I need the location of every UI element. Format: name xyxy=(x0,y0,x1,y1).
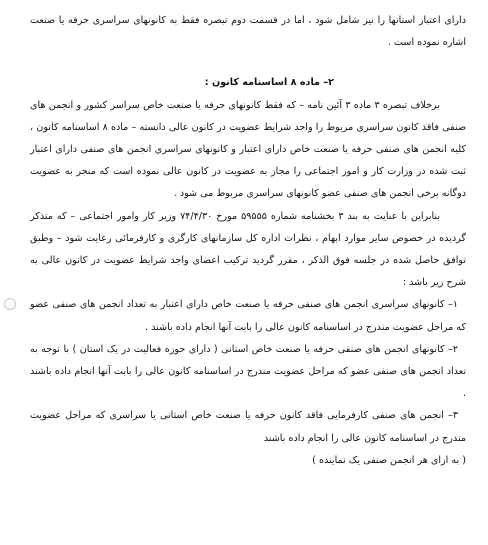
list-item-3-note: ( به ازای هر انجمن صنفی یک نماینده ) xyxy=(312,454,466,466)
list-item-1: ۱– کانونهای سراسری انجمن های صنفی حرفه یا صنعت خاص دارای اعتبار به تعداد انجمن های صنفی عضو که مراحل عضویت مندرج در اساسنامه کانون عالی را بابت آنها انجام داده باشند . xyxy=(30,299,466,333)
section-heading-article-8: ۲– ماده ۸ اساسنامه کانون : xyxy=(204,77,334,89)
binder-hole-mark xyxy=(4,298,16,310)
paragraph-decision: بنابراین با عنایت به بند ۳ بخشنامه شماره ۵۹۵۵۵ مورخ ۷۴/۴/۳۰ وزیر کار وامور اجتماعی – که متذکر گردیده در خصوص سایر موارد ابهام ، نظرات اداره کل سازمانهای کارگری و کارفرمائی رعایت شود – وطبق توافق حاصل شده در جلسه فوق الذکر ، مقرر گردید ترکیب اعضای واجد شرایط عضویت در کانون عالی به شرح زیر باشد : xyxy=(30,210,466,289)
list-item-3: ۳– انجمن های صنفی کارفرمایی فاقد کانون حرفه یا صنعت خاص استانی یا سراسری که مراحل عضویت مندرج در اساسنامه کانون عالی را انجام داده باشند xyxy=(30,410,466,444)
intro-paragraph: دارای اعتبار استانها را نیز شامل شود ، اما در قسمت دوم تبصره فقط به کانونهای سراسری حرفه یا صنعت اشاره نموده است . xyxy=(30,15,466,49)
paragraph-article-8-contrast: برخلاف تبصره ۳ ماده ۳ آئین نامه – که فقط کانونهای حرفه یا صنعت خاص سراسر کشور و انجمن های صنفی فاقد کانون سراسری مربوط را واجد شرایط عضویت در کانون عالی دانسته – ماده ۸ اساسنامه کانون ، کلیه انجمن های صنفی حرفه یا صنعت خاص دارای اعتبار و کانونهای سراسری انجمن های صنفی دارای اعتبار ثبت شده در وزارت کار و امور اجتماعی را مجاز به عضویت در کانون عالی نموده است که منجر به عضویت دوگانه برخی انجمن های صنفی عضو کانونهای سراسری مربوط می شود . xyxy=(30,99,466,200)
list-item-2: ۲– کانونهای انجمن های صنفی حرفه یا صنعت خاص استانی ( دارای حوزه فعالیت در یک استان ) با توجه به تعداد انجمن های صنفی عضو که مراحل عضویت مندرج در اساسنامه کانون عالی را بابت آنها انجام داده باشند . xyxy=(30,343,466,400)
document-body xyxy=(30,10,466,472)
